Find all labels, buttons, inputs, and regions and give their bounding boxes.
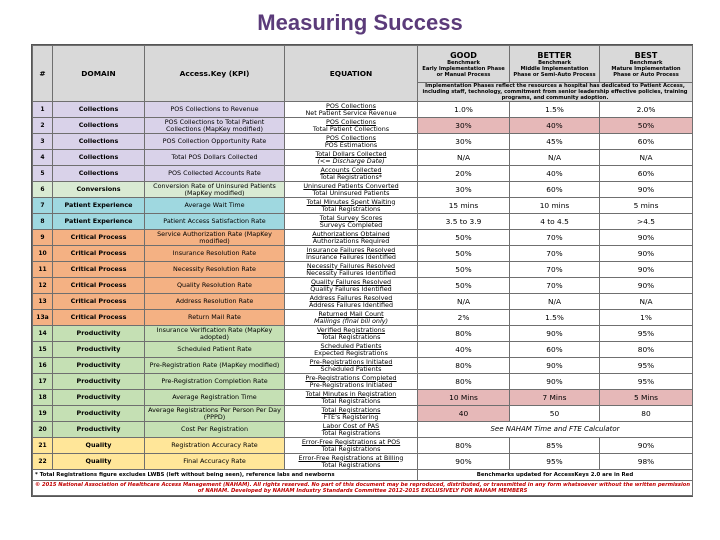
row-better-benchmark: 60% xyxy=(510,342,600,358)
row-better-benchmark: 7 Mins xyxy=(510,390,600,406)
header-best-title: BEST xyxy=(634,50,658,60)
row-kpi: Address Resolution Rate xyxy=(145,294,285,310)
row-better-benchmark: 45% xyxy=(510,134,600,150)
table-row xyxy=(33,198,693,214)
header-good xyxy=(418,46,510,83)
benchmark-rows xyxy=(33,102,693,470)
equation-numerator: Verified Registrations xyxy=(316,325,386,334)
equation-numerator: Returned Mail Count xyxy=(318,309,384,318)
row-domain: Collections xyxy=(53,118,145,134)
equation-numerator: Quality Failures Resolved xyxy=(310,277,392,286)
row-better-benchmark: 90% xyxy=(510,326,600,342)
row-best-benchmark: 2.0% xyxy=(600,102,693,118)
row-domain: Productivity xyxy=(53,358,145,374)
row-equation xyxy=(285,422,418,438)
row-best-benchmark: 5 Mins xyxy=(600,390,693,406)
row-better-benchmark: 90% xyxy=(510,374,600,390)
copyright-text: © 2015 National Association of Healthcare Access Management (NAHAM). All rights reserved. No part of this document may be reproduced, distributed, or transmitted in any form whatsoever without the written permission of NAHAM. Developed by NAHAM Industry Standards Committee 2012-2015 EXCLUSIVELY FOR NAHAM MEMBERS xyxy=(33,481,693,496)
table-row xyxy=(33,438,693,454)
equation-numerator: Pre-Registrations Completed xyxy=(305,373,397,382)
row-good-benchmark: 80% xyxy=(418,358,510,374)
row-kpi: Necessity Resolution Rate xyxy=(145,262,285,278)
row-kpi: Total POS Dollars Collected xyxy=(145,150,285,166)
row-good-benchmark: 50% xyxy=(418,278,510,294)
table-row xyxy=(33,406,693,422)
row-number: 3 xyxy=(33,134,53,150)
equation-numerator: POS Collections xyxy=(326,101,376,110)
row-kpi: POS Collections to Total Patient Collections (MapKey modified) xyxy=(145,118,285,134)
footer-notes-row xyxy=(33,470,693,481)
header-row xyxy=(33,46,693,83)
row-number: 6 xyxy=(33,182,53,198)
row-good-benchmark: 20% xyxy=(418,166,510,182)
row-good-benchmark: 2% xyxy=(418,310,510,326)
row-equation xyxy=(285,406,418,422)
row-domain: Critical Process xyxy=(53,294,145,310)
row-better-benchmark: 70% xyxy=(510,278,600,294)
row-best-benchmark: 1% xyxy=(600,310,693,326)
row-best-benchmark: 98% xyxy=(600,454,693,470)
equation-denominator: POS Estimations xyxy=(324,140,378,149)
equation-denominator: Address Failures Identified xyxy=(308,300,394,309)
header-good-sub3: or Manual Process xyxy=(436,71,491,78)
equation-numerator: Total Registrations xyxy=(321,405,381,414)
row-good-benchmark: 80% xyxy=(418,326,510,342)
row-best-benchmark: N/A xyxy=(600,294,693,310)
row-number: 1 xyxy=(33,102,53,118)
page-title: Measuring Success xyxy=(257,10,463,35)
row-kpi: Conversion Rate of Uninsured Patients (MapKey modified) xyxy=(145,182,285,198)
row-domain: Productivity xyxy=(53,342,145,358)
row-better-benchmark: 60% xyxy=(510,182,600,198)
row-good-benchmark: 30% xyxy=(418,118,510,134)
equation-numerator: Pre-Registrations Initiated xyxy=(309,357,393,366)
equation-numerator: Error-Free Registrations at POS xyxy=(301,437,401,446)
equation-denominator: Total Registrations xyxy=(321,460,381,469)
table-row xyxy=(33,230,693,246)
row-number: 11 xyxy=(33,262,53,278)
row-domain: Productivity xyxy=(53,406,145,422)
row-better-benchmark: 40% xyxy=(510,166,600,182)
equation-denominator: Total Registrations xyxy=(321,444,381,453)
row-equation xyxy=(285,390,418,406)
row-number: 10 xyxy=(33,246,53,262)
table-row xyxy=(33,326,693,342)
equation-denominator: FTE's Registering xyxy=(323,412,379,421)
equation-numerator: Insurance Failures Resolved xyxy=(306,245,396,254)
row-number: 8 xyxy=(33,214,53,230)
equation-numerator: Uninsured Patients Converted xyxy=(303,181,399,190)
equation-denominator: Quality Failures Identified xyxy=(310,284,392,293)
equation-numerator: POS Collections xyxy=(326,117,376,126)
table-row xyxy=(33,342,693,358)
table-row xyxy=(33,358,693,374)
table-row xyxy=(33,118,693,134)
equation-denominator: Total Registrations* xyxy=(319,172,383,181)
equation-denominator: Total Registrations xyxy=(321,204,381,213)
row-better-benchmark: 40% xyxy=(510,118,600,134)
row-best-benchmark: 90% xyxy=(600,182,693,198)
row-equation xyxy=(285,342,418,358)
row-number: 2 xyxy=(33,118,53,134)
row-equation xyxy=(285,374,418,390)
row-kpi: POS Collection Opportunity Rate xyxy=(145,134,285,150)
header-good-sub2: Early Implementation Phase xyxy=(422,65,505,72)
row-kpi: Service Authorization Rate (MapKey modified) xyxy=(145,230,285,246)
row-domain: Patient Experience xyxy=(53,214,145,230)
header-num: # xyxy=(33,46,53,102)
table-row xyxy=(33,262,693,278)
row-kpi: Pre-Registration Completion Rate xyxy=(145,374,285,390)
copyright-row xyxy=(33,481,693,496)
header-domain: DOMAIN xyxy=(53,46,145,102)
header-best-sub1: Benchmark xyxy=(629,59,663,66)
table-row xyxy=(33,246,693,262)
row-equation xyxy=(285,134,418,150)
equation-denominator: Necessity Failures Identified xyxy=(306,268,396,277)
row-domain: Productivity xyxy=(53,422,145,438)
row-number: 9 xyxy=(33,230,53,246)
equation-denominator: Mailings (final bill only) xyxy=(313,316,389,325)
row-merged-benchmark: See NAHAM Time and FTE Calculator xyxy=(418,422,693,438)
row-good-benchmark: 3.5 to 3.9 xyxy=(418,214,510,230)
equation-denominator: Surveys Completed xyxy=(319,220,383,229)
footer-left-note: * Total Registrations figure excludes LWBS (left without being seen), reference labs and newborns xyxy=(33,470,418,481)
row-domain: Productivity xyxy=(53,390,145,406)
row-good-benchmark: N/A xyxy=(418,294,510,310)
table-row xyxy=(33,278,693,294)
row-number: 18 xyxy=(33,390,53,406)
equation-numerator: Address Failures Resolved xyxy=(309,293,393,302)
row-kpi: Insurance Verification Rate (MapKey adopted) xyxy=(145,326,285,342)
equation-denominator: Pre-Registrations Initiated xyxy=(309,380,393,389)
row-best-benchmark: 50% xyxy=(600,118,693,134)
row-better-benchmark: 70% xyxy=(510,262,600,278)
row-kpi: Registration Accuracy Rate xyxy=(145,438,285,454)
equation-numerator: POS Collections xyxy=(326,133,376,142)
row-domain: Productivity xyxy=(53,374,145,390)
table-row xyxy=(33,166,693,182)
equation-numerator: Total Survey Scores xyxy=(319,213,383,222)
row-domain: Critical Process xyxy=(53,246,145,262)
table-row xyxy=(33,390,693,406)
row-number: 20 xyxy=(33,422,53,438)
benchmark-sheet xyxy=(31,44,693,497)
row-number: 12 xyxy=(33,278,53,294)
equation-denominator: Net Patient Service Revenue xyxy=(305,108,397,117)
row-best-benchmark: 95% xyxy=(600,374,693,390)
equation-numerator: Labor Cost of PAS xyxy=(322,421,380,430)
equation-denominator: Total Registrations xyxy=(321,332,381,341)
row-good-benchmark: 30% xyxy=(418,182,510,198)
row-good-benchmark: 10 Mins xyxy=(418,390,510,406)
row-better-benchmark: 90% xyxy=(510,358,600,374)
row-equation xyxy=(285,214,418,230)
row-domain: Patient Experience xyxy=(53,198,145,214)
row-better-benchmark: 50 xyxy=(510,406,600,422)
equation-denominator: Authorizations Required xyxy=(312,236,390,245)
equation-numerator: Error-Free Registrations at Billing xyxy=(298,453,404,462)
row-good-benchmark: 80% xyxy=(418,438,510,454)
row-domain: Conversions xyxy=(53,182,145,198)
row-better-benchmark: 10 mins xyxy=(510,198,600,214)
row-best-benchmark: 80% xyxy=(600,342,693,358)
row-best-benchmark: 90% xyxy=(600,246,693,262)
row-domain: Collections xyxy=(53,166,145,182)
header-better-sub2: Middle Implementation xyxy=(520,65,589,72)
row-best-benchmark: 60% xyxy=(600,166,693,182)
row-equation xyxy=(285,358,418,374)
row-better-benchmark: N/A xyxy=(510,294,600,310)
row-best-benchmark: 90% xyxy=(600,278,693,294)
row-kpi: Insurance Resolution Rate xyxy=(145,246,285,262)
row-equation xyxy=(285,278,418,294)
row-equation xyxy=(285,246,418,262)
row-domain: Collections xyxy=(53,150,145,166)
row-domain: Collections xyxy=(53,134,145,150)
header-equation: EQUATION xyxy=(285,46,418,102)
header-kpi: Access.Key (KPI) xyxy=(145,46,285,102)
row-equation xyxy=(285,150,418,166)
header-good-sub1: Benchmark xyxy=(447,59,480,66)
row-domain: Collections xyxy=(53,102,145,118)
row-equation xyxy=(285,438,418,454)
row-good-benchmark: 40% xyxy=(418,342,510,358)
benchmark-table xyxy=(32,45,693,496)
row-domain: Critical Process xyxy=(53,310,145,326)
row-best-benchmark: >4.5 xyxy=(600,214,693,230)
equation-numerator: Authorizations Obtained xyxy=(312,229,390,238)
row-good-benchmark: 40 xyxy=(418,406,510,422)
header-best xyxy=(600,46,693,83)
implementation-note: Implementation Phases reflect the resources a hospital has dedicated to Patient Access, including staff, technology, commitment from senior leadership effective policies, training programs, and community adoption. xyxy=(418,83,693,102)
header-better xyxy=(510,46,600,83)
footer-right-note: Benchmarks updated for AccessKeys 2.0 are in Red xyxy=(418,470,693,481)
row-kpi: POS Collected Accounts Rate xyxy=(145,166,285,182)
equation-denominator: Total Patient Collections xyxy=(312,124,390,133)
row-number: 14 xyxy=(33,326,53,342)
header-best-sub2: Mature Implementation xyxy=(611,65,681,72)
equation-numerator: Necessity Failures Resolved xyxy=(306,261,396,270)
row-equation xyxy=(285,310,418,326)
equation-denominator: Total Registrations xyxy=(321,428,381,437)
row-equation xyxy=(285,102,418,118)
row-better-benchmark: 70% xyxy=(510,246,600,262)
equation-denominator: (<= Discharge Date) xyxy=(317,156,385,165)
row-kpi: Final Accuracy Rate xyxy=(145,454,285,470)
equation-denominator: Total Registrations xyxy=(321,396,381,405)
row-equation xyxy=(285,182,418,198)
row-equation xyxy=(285,198,418,214)
header-better-sub1: Benchmark xyxy=(538,59,571,66)
row-good-benchmark: 30% xyxy=(418,134,510,150)
row-number: 16 xyxy=(33,358,53,374)
table-row xyxy=(33,214,693,230)
row-number: 7 xyxy=(33,198,53,214)
row-best-benchmark: 90% xyxy=(600,262,693,278)
row-kpi: POS Collections to Revenue xyxy=(145,102,285,118)
equation-denominator: Expected Registrations xyxy=(314,348,388,357)
row-kpi: Pre-Registration Rate (MapKey modified) xyxy=(145,358,285,374)
table-row xyxy=(33,422,693,438)
row-best-benchmark: 60% xyxy=(600,134,693,150)
row-better-benchmark: 85% xyxy=(510,438,600,454)
row-kpi: Patient Access Satisfaction Rate xyxy=(145,214,285,230)
row-number: 13a xyxy=(33,310,53,326)
row-equation xyxy=(285,166,418,182)
row-best-benchmark: N/A xyxy=(600,150,693,166)
equation-denominator: Scheduled Patients xyxy=(320,364,382,373)
header-better-sub3: Phase or Semi-Auto Process xyxy=(513,71,596,78)
header-better-title: BETTER xyxy=(537,50,572,60)
equation-denominator: Insurance Failures Identified xyxy=(306,252,396,261)
row-best-benchmark: 80 xyxy=(600,406,693,422)
row-equation xyxy=(285,262,418,278)
row-better-benchmark: 1.5% xyxy=(510,310,600,326)
row-best-benchmark: 90% xyxy=(600,230,693,246)
row-good-benchmark: 90% xyxy=(418,454,510,470)
row-better-benchmark: 70% xyxy=(510,230,600,246)
row-good-benchmark: N/A xyxy=(418,150,510,166)
row-kpi: Average Registration Time xyxy=(145,390,285,406)
row-kpi: Scheduled Patient Rate xyxy=(145,342,285,358)
header-best-sub3: Phase or Auto Process xyxy=(613,71,679,78)
row-domain: Critical Process xyxy=(53,278,145,294)
row-good-benchmark: 50% xyxy=(418,230,510,246)
row-number: 17 xyxy=(33,374,53,390)
table-row xyxy=(33,374,693,390)
row-best-benchmark: 90% xyxy=(600,438,693,454)
row-equation xyxy=(285,454,418,470)
equation-numerator: Total Minutes Spent Waiting xyxy=(306,197,396,206)
equation-numerator: Total Minutes in Registration xyxy=(305,389,397,398)
row-domain: Quality xyxy=(53,438,145,454)
table-row xyxy=(33,310,693,326)
row-better-benchmark: 4 to 4.5 xyxy=(510,214,600,230)
row-better-benchmark: 95% xyxy=(510,454,600,470)
table-row xyxy=(33,294,693,310)
equation-numerator: Accounts Collected xyxy=(320,165,382,174)
row-number: 21 xyxy=(33,438,53,454)
equation-numerator: Total Dollars Collected xyxy=(315,149,387,158)
row-best-benchmark: 5 mins xyxy=(600,198,693,214)
row-equation xyxy=(285,294,418,310)
table-row xyxy=(33,454,693,470)
header-good-title: GOOD xyxy=(450,50,477,60)
row-kpi: Average Registrations Per Person Per Day (PPPD) xyxy=(145,406,285,422)
equation-numerator: Scheduled Patients xyxy=(320,341,382,350)
row-domain: Critical Process xyxy=(53,262,145,278)
row-number: 22 xyxy=(33,454,53,470)
row-number: 15 xyxy=(33,342,53,358)
row-domain: Productivity xyxy=(53,326,145,342)
row-equation xyxy=(285,118,418,134)
table-row xyxy=(33,150,693,166)
row-best-benchmark: 95% xyxy=(600,358,693,374)
row-number: 13 xyxy=(33,294,53,310)
row-good-benchmark: 50% xyxy=(418,262,510,278)
row-better-benchmark: N/A xyxy=(510,150,600,166)
row-best-benchmark: 95% xyxy=(600,326,693,342)
row-kpi: Average Wait Time xyxy=(145,198,285,214)
table-row xyxy=(33,182,693,198)
equation-denominator: Total Uninsured Patients xyxy=(312,188,390,197)
row-domain: Quality xyxy=(53,454,145,470)
row-number: 19 xyxy=(33,406,53,422)
row-equation xyxy=(285,230,418,246)
row-better-benchmark: 1.5% xyxy=(510,102,600,118)
row-domain: Critical Process xyxy=(53,230,145,246)
row-good-benchmark: 80% xyxy=(418,374,510,390)
row-good-benchmark: 15 mins xyxy=(418,198,510,214)
row-kpi: Return Mail Rate xyxy=(145,310,285,326)
row-number: 4 xyxy=(33,150,53,166)
row-good-benchmark: 50% xyxy=(418,246,510,262)
row-kpi: Cost Per Registration xyxy=(145,422,285,438)
row-kpi: Quality Resolution Rate xyxy=(145,278,285,294)
table-row xyxy=(33,134,693,150)
row-equation xyxy=(285,326,418,342)
row-number: 5 xyxy=(33,166,53,182)
row-good-benchmark: 1.0% xyxy=(418,102,510,118)
table-row xyxy=(33,102,693,118)
